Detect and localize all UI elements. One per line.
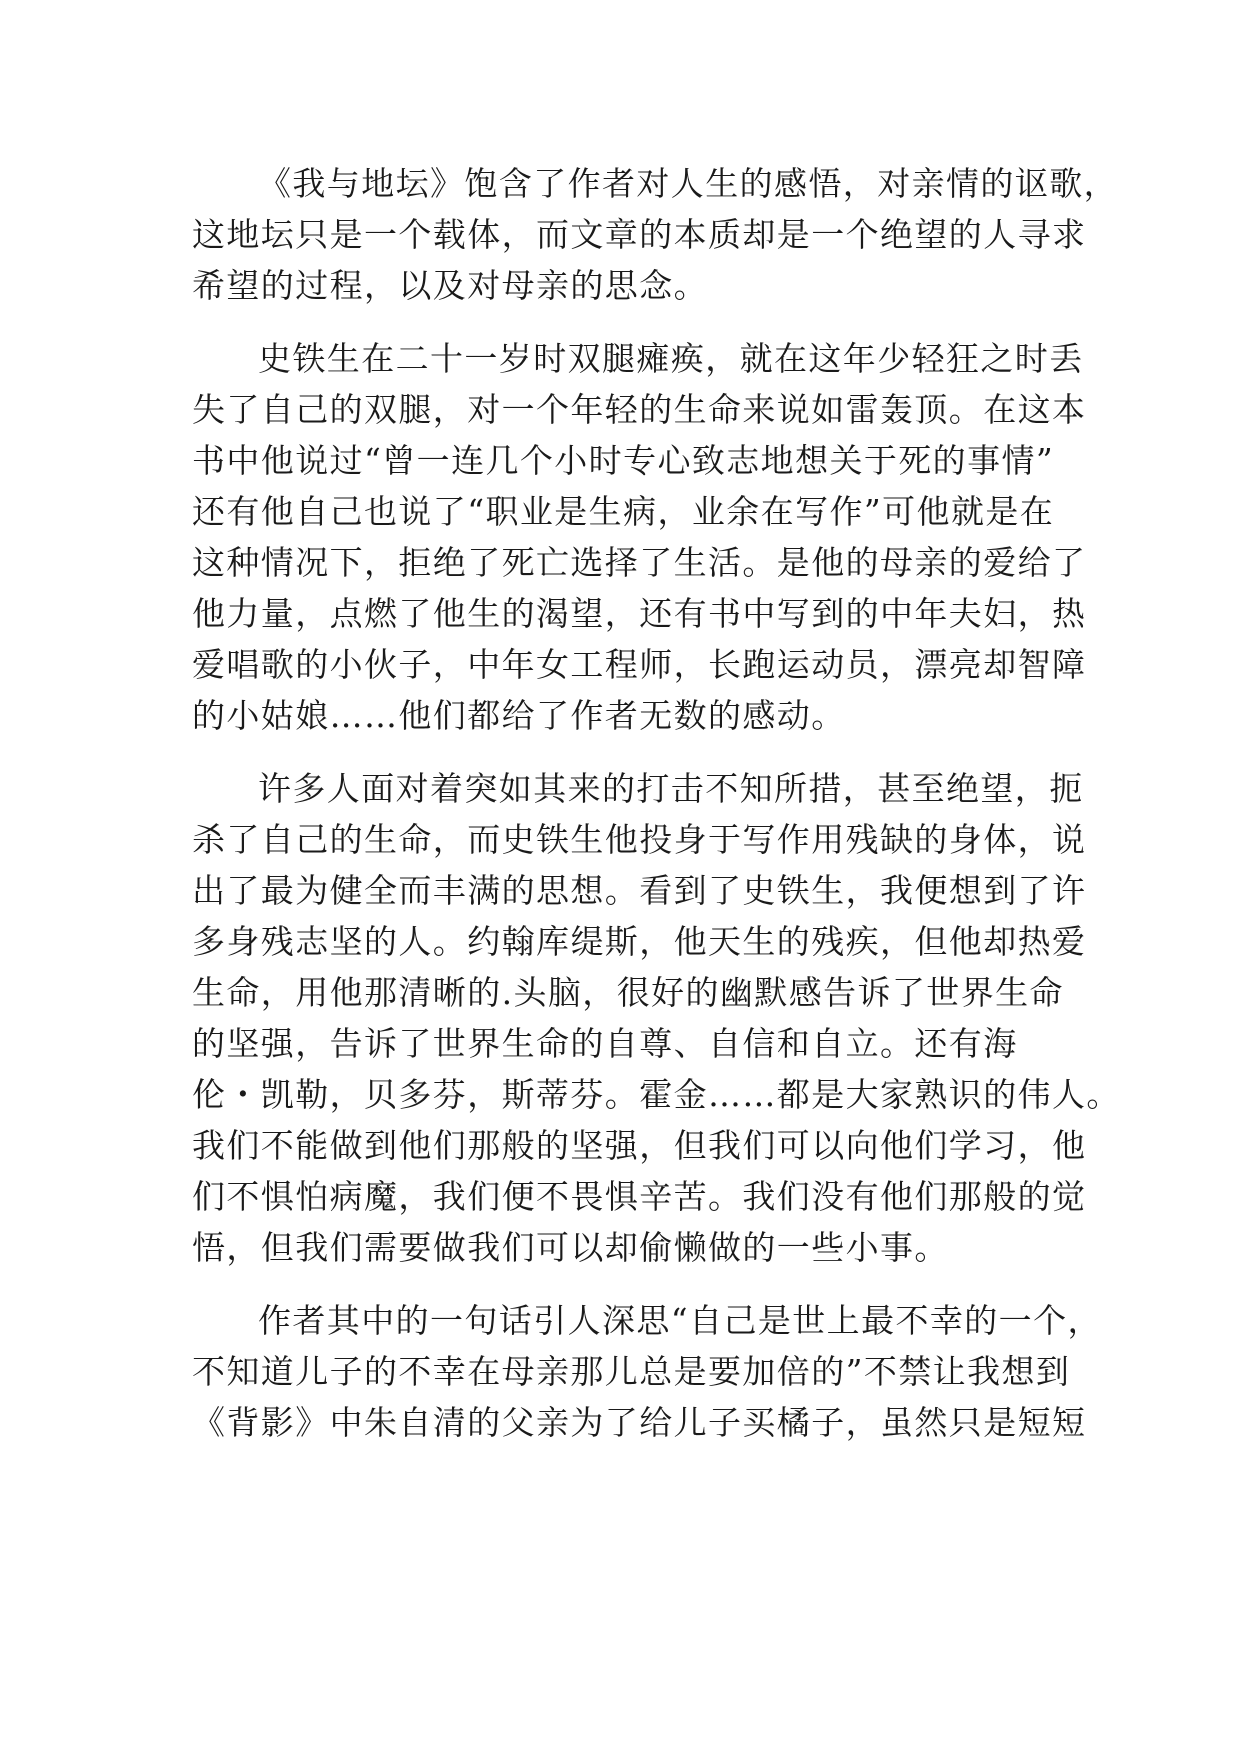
text-line: 我们不能做到他们那般的坚强，但我们可以向他们学习，他 xyxy=(192,1126,1087,1165)
text-line: 《背影》中朱自清的父亲为了给儿子买橘子，虽然只是短短 xyxy=(192,1403,1087,1442)
text-line: 失了自己的双腿，对一个年轻的生命来说如雷轰顶。在这本 xyxy=(192,390,1087,429)
paragraph-4 xyxy=(192,1295,1102,1448)
text-line: 的小姑娘……他们都给了作者无数的感动。 xyxy=(192,696,846,735)
paragraph-3 xyxy=(192,763,1121,1273)
text-line: 杀了自己的生命，而史铁生他投身于写作用残缺的身体，说 xyxy=(192,820,1087,859)
text-line: 这种情况下，拒绝了死亡选择了生活。是他的母亲的爱给了 xyxy=(192,543,1087,582)
text-line: 这地坛只是一个载体，而文章的本质却是一个绝望的人寻求 xyxy=(192,215,1087,254)
text-line: 生命，用他那清晰的.头脑，很好的幽默感告诉了世界生命 xyxy=(192,973,1064,1012)
text-line: 多身残志坚的人。约翰库缇斯，他天生的残疾，但他却热爱 xyxy=(192,922,1087,961)
text-line: 史铁生在二十一岁时双腿瘫痪，就在这年少轻狂之时丢 xyxy=(258,339,1084,378)
body-text xyxy=(192,158,1121,1470)
text-line: 他力量，点燃了他生的渴望，还有书中写到的中年夫妇，热 xyxy=(192,594,1087,633)
paragraph-1 xyxy=(192,158,1118,311)
paragraph-2 xyxy=(192,333,1087,741)
text-line: 爱唱歌的小伙子，中年女工程师，长跑运动员，漂亮却智障 xyxy=(192,645,1087,684)
text-line: 们不惧怕病魔，我们便不畏惧辛苦。我们没有他们那般的觉 xyxy=(192,1177,1087,1216)
text-line: 许多人面对着突如其来的打击不知所措，甚至绝望，扼 xyxy=(258,769,1084,808)
text-line: 书中他说过“曾一连几个小时专心致志地想关于死的事情” xyxy=(192,441,1055,480)
text-line: 的坚强，告诉了世界生命的自尊、自信和自立。还有海 xyxy=(192,1024,1018,1063)
text-line: 希望的过程，以及对母亲的思念。 xyxy=(192,266,708,305)
text-line: 伦・凯勒，贝多芬，斯蒂芬。霍金……都是大家熟识的伟人。 xyxy=(192,1075,1121,1114)
text-line: 《我与地坛》饱含了作者对人生的感悟，对亲情的讴歌， xyxy=(258,164,1118,203)
text-line: 悟，但我们需要做我们可以却偷懒做的一些小事。 xyxy=(192,1228,949,1267)
text-line: 不知道儿子的不幸在母亲那儿总是要加倍的”不禁让我想到 xyxy=(192,1352,1071,1391)
text-line: 出了最为健全而丰满的思想。看到了史铁生，我便想到了许 xyxy=(192,871,1087,910)
text-line: 作者其中的一句话引人深思“自己是世上最不幸的一个， xyxy=(258,1301,1102,1340)
text-line: 还有他自己也说了“职业是生病，业余在写作”可他就是在 xyxy=(192,492,1055,531)
